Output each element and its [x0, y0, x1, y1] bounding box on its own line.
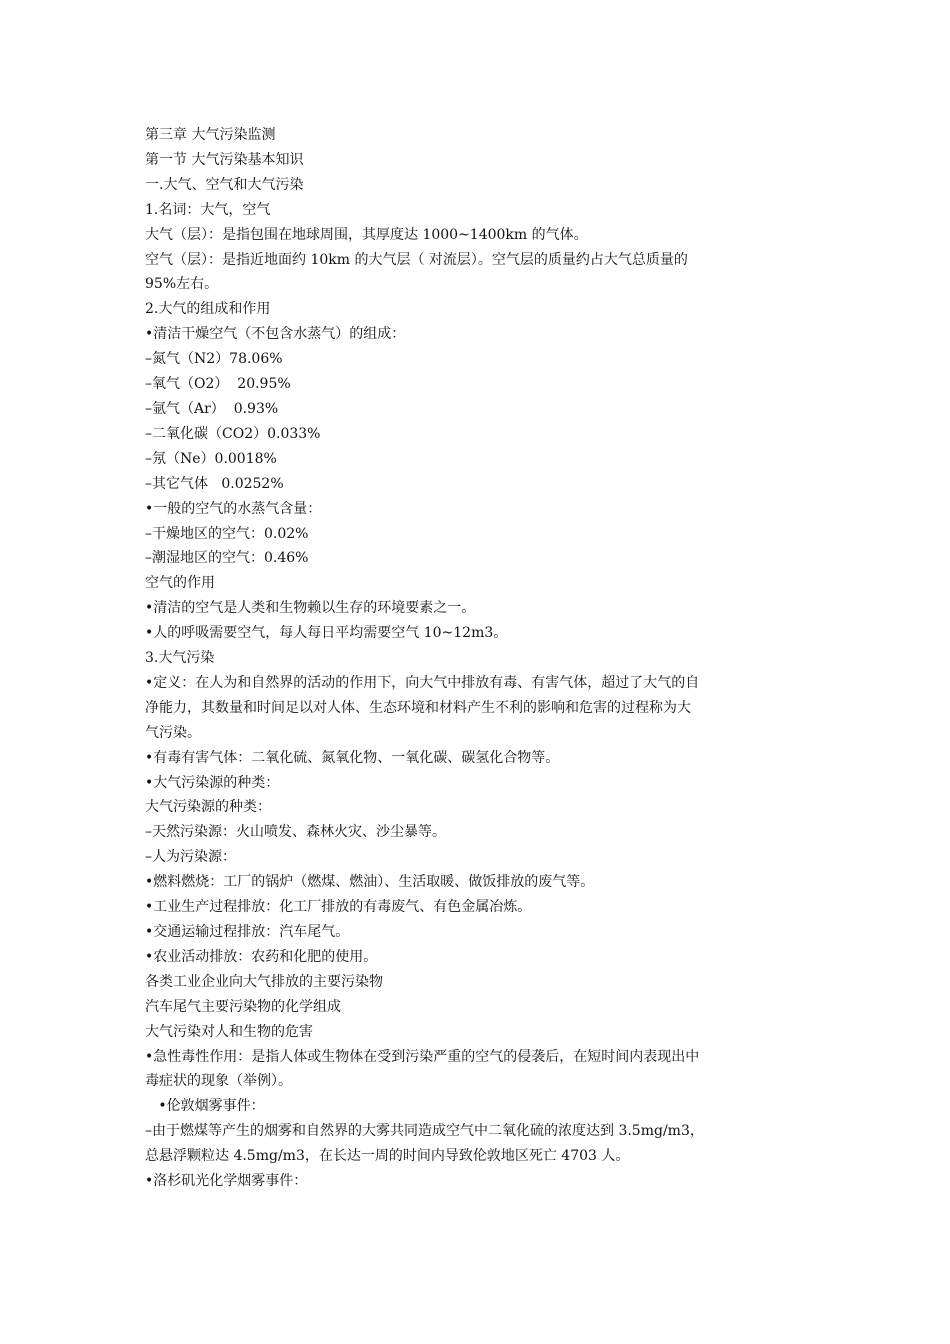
- list-item: –干燥地区的空气：0.02%: [145, 525, 309, 542]
- list-item: –氮气（N2）78.06%: [145, 351, 283, 368]
- paragraph-line: 汽车尾气主要污染物的化学组成: [145, 998, 341, 1015]
- bullet-line: •农业活动排放：农药和化肥的使用。: [145, 948, 378, 965]
- paragraph-line: 各类工业企业向大气排放的主要污染物: [145, 973, 383, 990]
- list-item: –二氧化碳（CO2）0.033%: [145, 425, 321, 442]
- list-item: –由于燃煤等产生的烟雾和自然界的大雾共同造成空气中二氧化硫的浓度达到 3.5mg/m3，: [145, 1123, 704, 1140]
- bullet-line: •洛杉矶光化学烟雾事件：: [145, 1173, 308, 1190]
- bullet-line: •大气污染源的种类：: [145, 774, 280, 791]
- paragraph-line: 大气污染源的种类：: [145, 799, 271, 816]
- document-body: [145, 123, 810, 1194]
- bullet-line: •一般的空气的水蒸气含量：: [145, 500, 322, 517]
- paragraph-line: 大气（层）：是指包围在地球周围，其厚度达 1000~1400km 的气体。: [145, 226, 588, 243]
- bullet-line: •交通运输过程排放：汽车尾气。: [145, 924, 350, 940]
- subsection-heading: 一.大气、空气和大气污染: [145, 176, 304, 193]
- list-item: –氖（Ne）0.0018%: [145, 450, 277, 467]
- bullet-line: •急性毒性作用：是指人体或生物体在受到污染严重的空气的侵袭后，在短时间内表现出中: [145, 1048, 700, 1065]
- chapter-title: 第三章 大气污染监测: [145, 127, 276, 143]
- section-title: 第一节 大气污染基本知识: [145, 151, 304, 168]
- list-item: –人为污染源：: [145, 849, 236, 866]
- item-heading: 3.大气污染: [145, 650, 215, 667]
- paragraph-line: 95%左右。: [145, 276, 219, 293]
- bullet-line: •有毒有害气体：二氧化硫、氮氧化物、一氧化碳、碳氢化合物等。: [145, 749, 560, 766]
- item-heading: 2.大气的组成和作用: [145, 301, 271, 318]
- list-item: –氧气（O2） 20.95%: [145, 376, 291, 393]
- item-heading: 1.名词：大气，空气: [145, 201, 271, 218]
- paragraph-line: 总悬浮颗粒达 4.5mg/m3，在长达一周的时间内导致伦敦地区死亡 4703 人。: [145, 1148, 630, 1165]
- list-item: –其它气体 0.0252%: [145, 475, 284, 492]
- paragraph-line: 毒症状的现象（举例）。: [145, 1073, 292, 1090]
- list-item: –天然污染源：火山喷发、森林火灾、沙尘暴等。: [145, 824, 446, 841]
- bullet-line: •人的呼吸需要空气，每人每日平均需要空气 10~12m3。: [145, 625, 508, 642]
- paragraph-line: 大气污染对人和生物的危害: [145, 1023, 313, 1040]
- bullet-line: •伦敦烟雾事件：: [145, 1098, 265, 1115]
- bullet-line: •燃料燃烧：工厂的锅炉（燃煤、燃油）、生活取暖、做饭排放的废气等。: [145, 874, 595, 891]
- paragraph-line: 空气（层）：是指近地面约 10km 的大气层（ 对流层）。空气层的质量约占大气总质量的: [145, 251, 688, 268]
- bullet-line: •工业生产过程排放：化工厂排放的有毒废气、有色金属冶炼。: [145, 899, 532, 916]
- bullet-line: •定义：在人为和自然界的活动的作用下，向大气中排放有毒、有害气体，超过了大气的自: [145, 674, 700, 691]
- list-item: –氩气（Ar） 0.93%: [145, 400, 279, 417]
- paragraph-line: 空气的作用: [145, 575, 215, 592]
- paragraph-line: 净能力，其数量和时间足以对人体、生态环境和材料产生不利的影响和危害的过程称为大: [145, 699, 691, 716]
- bullet-line: •清洁干燥空气（不包含水蒸气）的组成：: [145, 326, 406, 343]
- bullet-line: •清洁的空气是人类和生物赖以生存的环境要素之一。: [145, 600, 476, 617]
- paragraph-line: 气污染。: [145, 724, 201, 741]
- list-item: –潮湿地区的空气：0.46%: [145, 550, 309, 567]
